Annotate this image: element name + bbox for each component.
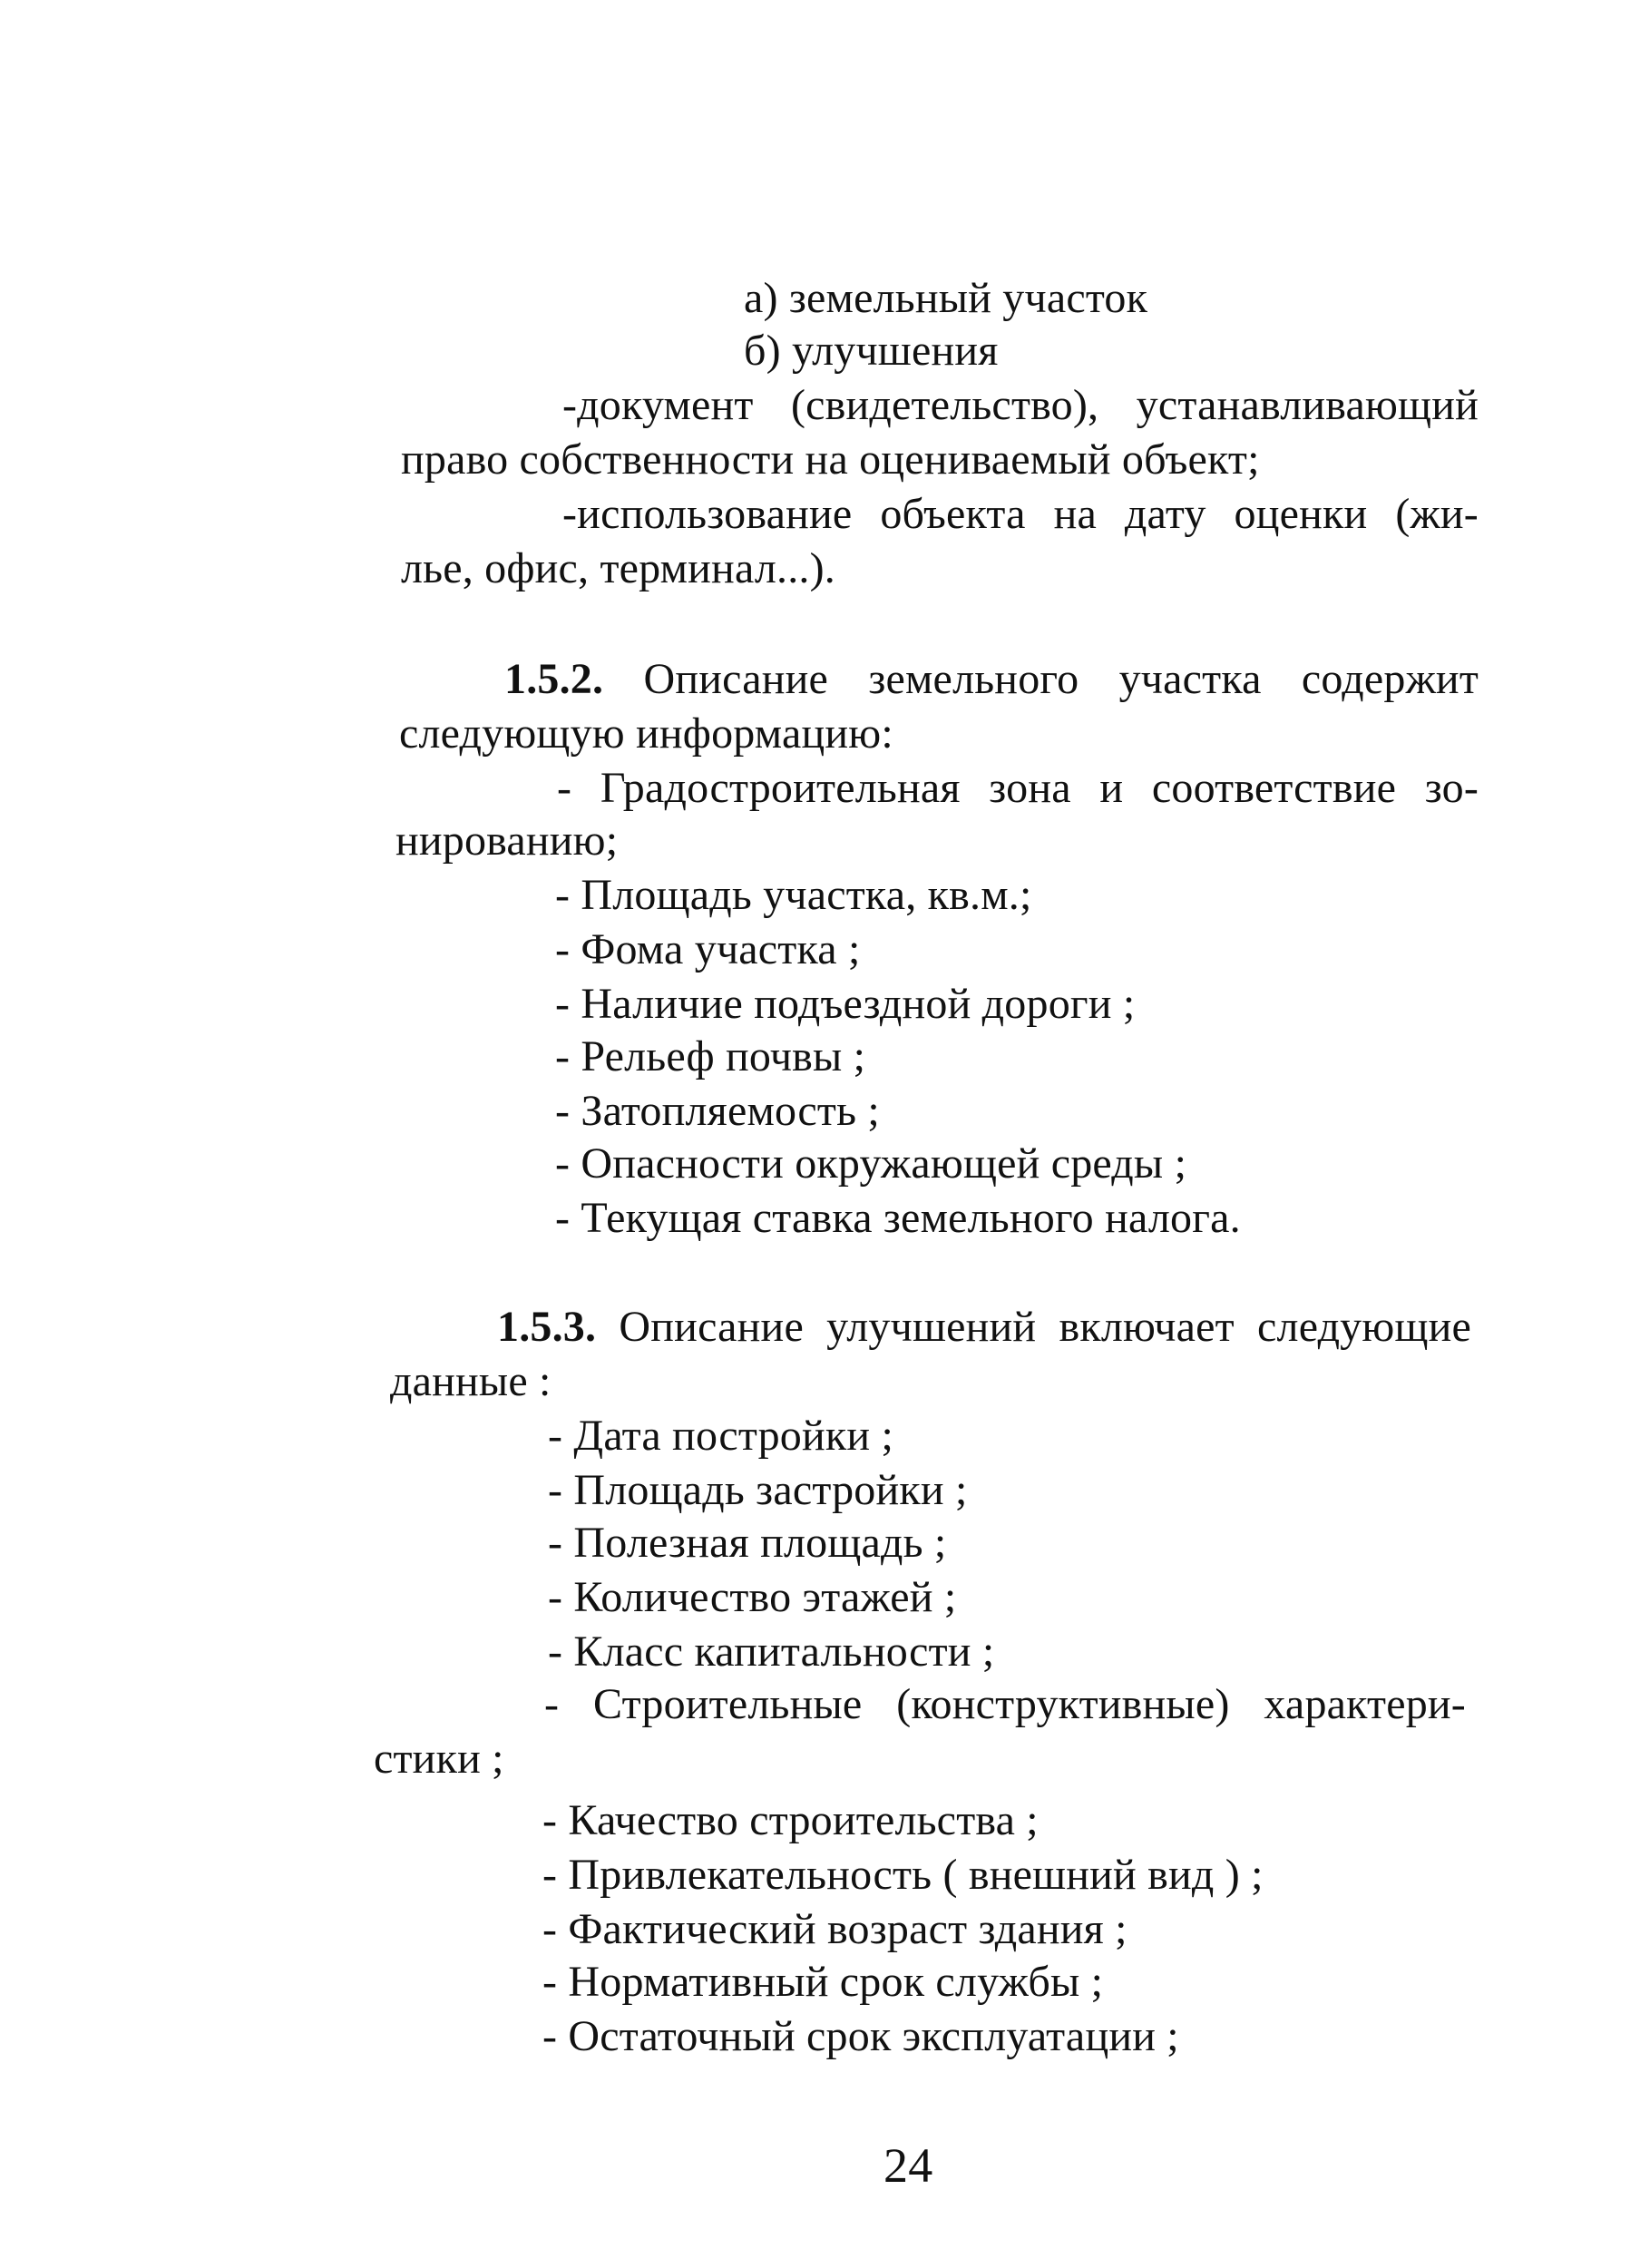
- section-152-number: 1.5.2.: [504, 655, 604, 703]
- section-153-item: - Привлекательность ( внешний вид ) ;: [542, 1851, 1264, 1899]
- section-153-item: - Площадь застройки ;: [548, 1466, 968, 1514]
- section-152-item-zone-line1: - Градостроительная зона и соответствие зо-: [557, 764, 1479, 812]
- section-152-item: - Площадь участка, кв.м.;: [555, 871, 1032, 919]
- intro-item-land: а) земельный участок: [744, 274, 1148, 322]
- section-153-item: - Фактический возраст здания ;: [542, 1905, 1128, 1953]
- section-153-item: - Полезная площадь ;: [548, 1519, 947, 1567]
- section-153-heading-text: Описание улучшений включает следующие: [596, 1303, 1471, 1351]
- section-152-item: - Наличие подъездной дороги ;: [555, 980, 1136, 1028]
- section-152-item: - Рельеф почвы ;: [555, 1032, 866, 1080]
- section-152-item: - Опасности окружающей среды ;: [555, 1139, 1187, 1188]
- section-153-item: - Класс капитальности ;: [548, 1628, 995, 1676]
- section-152-item: - Затопляемость ;: [555, 1087, 880, 1135]
- usage-line2: лье, офис, терминал...).: [401, 544, 836, 592]
- intro-item-improvements: б) улучшения: [744, 327, 999, 375]
- ownership-doc-line2: право собственности на оцениваемый объект;: [401, 435, 1260, 484]
- section-153-item: - Нормативный срок службы ;: [542, 1958, 1104, 2006]
- page-number: 24: [883, 2138, 933, 2193]
- section-153-item-struct-line2: стики ;: [374, 1735, 504, 1783]
- section-153-item: - Качество строительства ;: [542, 1796, 1039, 1844]
- section-153-heading-line2: данные :: [390, 1357, 552, 1405]
- section-152-heading-line2: следующую информацию:: [399, 709, 893, 758]
- section-153-heading: [497, 1301, 1471, 1354]
- section-153-item: - Количество этажей ;: [548, 1573, 957, 1621]
- section-152-heading: [504, 653, 1479, 706]
- section-152-item-zone-line2: нированию;: [395, 816, 619, 865]
- section-152-item: - Текущая ставка земельного налога.: [555, 1194, 1241, 1242]
- usage-line1: -использование объекта на дату оценки (жи-: [562, 490, 1479, 538]
- section-153-item-struct-line1: - Строительные (конструктивные) характери-: [544, 1680, 1466, 1728]
- section-153-item: - Дата постройки ;: [548, 1412, 894, 1460]
- section-153-item: - Остаточный срок эксплуатации ;: [542, 2012, 1179, 2060]
- section-152-heading-text: Описание земельного участка содержит: [603, 655, 1479, 703]
- section-153-number: 1.5.3.: [497, 1303, 597, 1351]
- section-152-item: - Фома участка ;: [555, 925, 861, 973]
- ownership-doc-line1: -документ (свидетельство), устанавливающий: [562, 381, 1479, 429]
